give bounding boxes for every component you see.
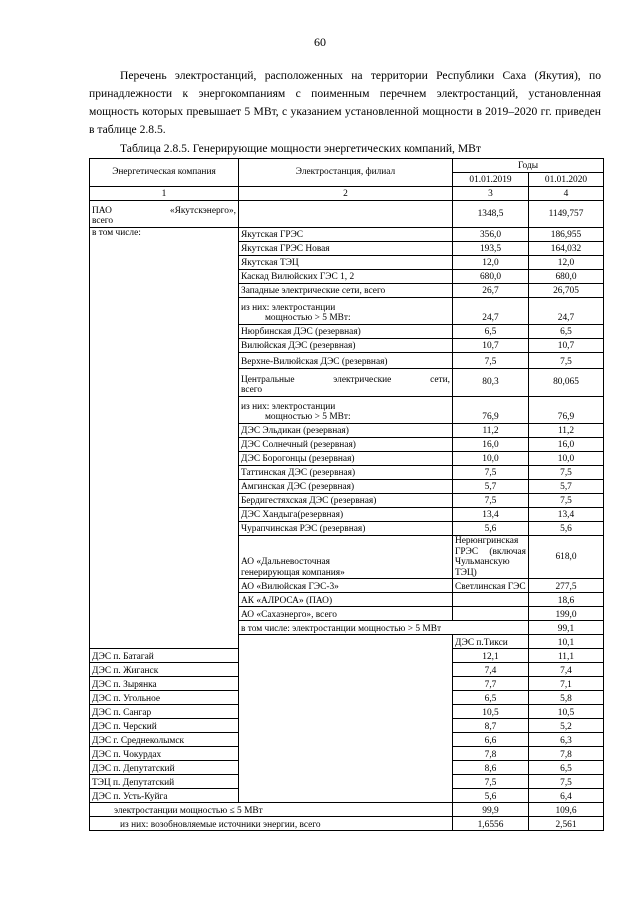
station-cell: Якутская ТЭЦ [239, 256, 453, 270]
value-2020: 7,4 [529, 663, 604, 677]
value-2020: 11,2 [529, 424, 604, 438]
value-2019: 26,7 [453, 284, 529, 298]
subtotal-cell: из них: возобновляемые источники энергии, всего [90, 817, 453, 831]
value-2020: 164,032 [529, 242, 604, 256]
value-2019: 199,0 [529, 607, 604, 621]
station-cell [453, 536, 529, 579]
value-2020: 2,561 [529, 817, 604, 831]
subtotal-cell: в том числе: электростанции мощностью > 5 МВт [239, 621, 529, 635]
value-2019: 6,5 [453, 691, 529, 705]
value-2020: 7,1 [529, 677, 604, 691]
value-2020: 6,4 [529, 789, 604, 803]
column-number: 2 [239, 187, 453, 201]
station-cell: ДЭС п. Депутатский [90, 761, 239, 775]
value-2019: 80,3 [453, 369, 529, 397]
company-cell: АО «Вилюйская ГЭС-3» [239, 579, 453, 593]
value-2019: 7,5 [453, 353, 529, 369]
value-2019: 7,5 [453, 494, 529, 508]
page-number: 60 [314, 35, 326, 49]
value-2020: 7,5 [529, 353, 604, 369]
station-cell [239, 201, 453, 228]
station-name: Нерюнгринская ГРЭС (включая [455, 536, 526, 557]
value-2020: 186,955 [529, 228, 604, 242]
value-2019: 7,5 [453, 775, 529, 789]
value-2019: 12,1 [453, 649, 529, 663]
station-cell [239, 298, 453, 325]
value-2020: 10,0 [529, 452, 604, 466]
station-cell: Якутская ГРЭС Новая [239, 242, 453, 256]
station-cell: Таттинская ДЭС (резервная) [239, 466, 453, 480]
table-row [90, 228, 604, 242]
value-2019: 277,5 [529, 579, 604, 593]
value-2020: 5,6 [529, 522, 604, 536]
company-cell: АК «АЛРОСА» (ПАО) [239, 593, 453, 607]
value-2019: 7,5 [453, 466, 529, 480]
header-year-2020: 01.01.2020 [529, 173, 604, 187]
value-2020: 5,8 [529, 691, 604, 705]
subtotal-cell: электростанции мощностью ≤ 5 МВт [90, 803, 453, 817]
station-cell: Нюрбинская ДЭС (резервная) [239, 325, 453, 339]
value-2019: 10,0 [453, 452, 529, 466]
table-caption: Таблица 2.8.5. Генерирующие мощности энергетических компаний, МВт [120, 142, 481, 155]
header-row [90, 159, 604, 173]
value-2020: 6,5 [529, 761, 604, 775]
value-2019: 99,9 [453, 803, 529, 817]
value-2020: 5,7 [529, 480, 604, 494]
company-cell [239, 536, 453, 579]
value-2019: 6,6 [453, 733, 529, 747]
intro-paragraph: Перечень электростанций, расположенных на территории Республики Саха (Якутия), по принадлежности к энергокомпаниям с поименным перечнем электростанций, установленная мощность которых превышает 5 МВт, с указанием установленной мощности в 2019–2020 гг. приведен в таблице 2.8.5. [89, 69, 601, 136]
column-number: 3 [453, 187, 529, 201]
value-2020: 680,0 [529, 270, 604, 284]
company-name-cont: генерирующая компания» [241, 567, 345, 578]
value-2020: 11,1 [529, 649, 604, 663]
value-2020: 6,3 [529, 733, 604, 747]
value-2020: 13,4 [529, 508, 604, 522]
value-2020: 10,5 [529, 705, 604, 719]
station-cell: ДЭС Хандыга(резервная) [239, 508, 453, 522]
station-cell: ДЭС п. Сангар [90, 705, 239, 719]
table-row [90, 817, 604, 831]
value-2019: 10,5 [453, 705, 529, 719]
station-cell [239, 397, 453, 424]
value-2019: 24,7 [453, 298, 529, 325]
company-cell [90, 201, 239, 228]
company-cell: АО «Сахаэнерго», всего [239, 607, 453, 621]
generation-capacity-table [89, 158, 604, 831]
station-cell: ДЭС п. Жиганск [90, 663, 239, 677]
value-2019: 18,6 [529, 593, 604, 607]
station-cell: ДЭС п. Зырянка [90, 677, 239, 691]
station-cell: Западные электрические сети, всего [239, 284, 453, 298]
value-2019: 7,8 [453, 747, 529, 761]
station-cell: Вилюйская ДЭС (резервная) [239, 339, 453, 353]
station-cell: ДЭС п.Тикси [453, 635, 529, 649]
value-2020: 12,0 [529, 256, 604, 270]
central-grids-total: всего [241, 385, 263, 396]
station-cell: ДЭС п. Угольное [90, 691, 239, 705]
station-cell [453, 593, 529, 607]
header-station: Электростанция, филиал [239, 159, 453, 187]
value-2019: 7,7 [453, 677, 529, 691]
value-2019: 5,7 [453, 480, 529, 494]
station-cell: ДЭС Борогонцы (резервная) [239, 452, 453, 466]
value-2019: 5,6 [453, 522, 529, 536]
value-2020: 1149,757 [529, 201, 604, 228]
station-cell: Верхне-Вилюйская ДЭС (резервная) [239, 353, 453, 369]
subtotal-label-capacity: мощностью > 5 МВт: [265, 412, 351, 423]
station-cell: ДЭС Эльдикан (резервная) [239, 424, 453, 438]
value-2020: 5,2 [529, 719, 604, 733]
value-2019: 6,5 [453, 325, 529, 339]
value-2020: 16,0 [529, 438, 604, 452]
station-cell: Чурапчинская РЭС (резервная) [239, 522, 453, 536]
company-name: АО «Дальневосточная [241, 557, 330, 568]
subtotal-label-capacity: мощностью > 5 МВт: [265, 313, 351, 324]
value-2020: 76,9 [529, 397, 604, 424]
station-cell: ТЭЦ п. Депутатский [90, 775, 239, 789]
station-cell: Амгинская ДЭС (резервная) [239, 480, 453, 494]
value-2019: 8,7 [453, 719, 529, 733]
value-2019: 8,6 [453, 761, 529, 775]
column-number: 4 [529, 187, 604, 201]
value-2019: 99,1 [529, 621, 604, 635]
value-2019: 680,0 [453, 270, 529, 284]
value-2019: 356,0 [453, 228, 529, 242]
station-cell: ДЭС п. Чокурдах [90, 747, 239, 761]
station-cell: ДЭС п. Черский [90, 719, 239, 733]
header-year-2019: 01.01.2019 [453, 173, 529, 187]
value-2019: 10,1 [529, 635, 604, 649]
station-cell: ДЭС Солнечный (резервная) [239, 438, 453, 452]
station-name-cont: Чульманскую ТЭЦ) [455, 557, 510, 578]
value-2019: 76,9 [453, 397, 529, 424]
value-2020: 6,5 [529, 325, 604, 339]
station-cell: Бердигестяхская ДЭС (резервная) [239, 494, 453, 508]
value-2019: 1348,5 [453, 201, 529, 228]
value-2019: 13,4 [453, 508, 529, 522]
value-2019: 10,7 [453, 339, 529, 353]
company-name: ПАО «Якутскэнерго», [92, 205, 236, 216]
station-cell: ДЭС г. Среднеколымск [90, 733, 239, 747]
station-cell [453, 607, 529, 621]
value-2020: 24,7 [529, 298, 604, 325]
station-cell: Якутская ГРЭС [239, 228, 453, 242]
value-2020: 7,5 [529, 494, 604, 508]
value-2020: 7,8 [529, 747, 604, 761]
station-cell: Светлинская ГЭС [453, 579, 529, 593]
value-2019: 1,6556 [453, 817, 529, 831]
company-cell [239, 635, 453, 803]
value-2019: 16,0 [453, 438, 529, 452]
value-2019: 7,4 [453, 663, 529, 677]
value-2019: 193,5 [453, 242, 529, 256]
subtotal-label: из них: электростанции [241, 302, 336, 313]
value-2020: 80,065 [529, 369, 604, 397]
table-row [90, 803, 604, 817]
central-grids-label: Центральные электрические сети, [241, 374, 450, 385]
station-cell: ДЭС п. Батагай [90, 649, 239, 663]
value-2019: 11,2 [453, 424, 529, 438]
station-cell: Каскад Вилюйских ГЭС 1, 2 [239, 270, 453, 284]
column-number: 1 [90, 187, 239, 201]
header-company: Энергетическая компания [90, 159, 239, 187]
value-2019: 12,0 [453, 256, 529, 270]
header-years: Годы [453, 159, 604, 173]
company-cell: в том числе: [90, 228, 239, 649]
value-2020: 109,6 [529, 803, 604, 817]
value-2019: 618,0 [529, 536, 604, 579]
value-2020: 26,705 [529, 284, 604, 298]
station-cell: ДЭС п. Усть-Куйга [90, 789, 239, 803]
value-2020: 7,5 [529, 775, 604, 789]
value-2020: 7,5 [529, 466, 604, 480]
table-row [90, 201, 604, 228]
station-cell [239, 369, 453, 397]
column-number-row [90, 187, 604, 201]
value-2020: 10,7 [529, 339, 604, 353]
company-name-total: всего [92, 216, 114, 227]
value-2019: 5,6 [453, 789, 529, 803]
subtotal-label: из них: электростанции [241, 401, 336, 412]
